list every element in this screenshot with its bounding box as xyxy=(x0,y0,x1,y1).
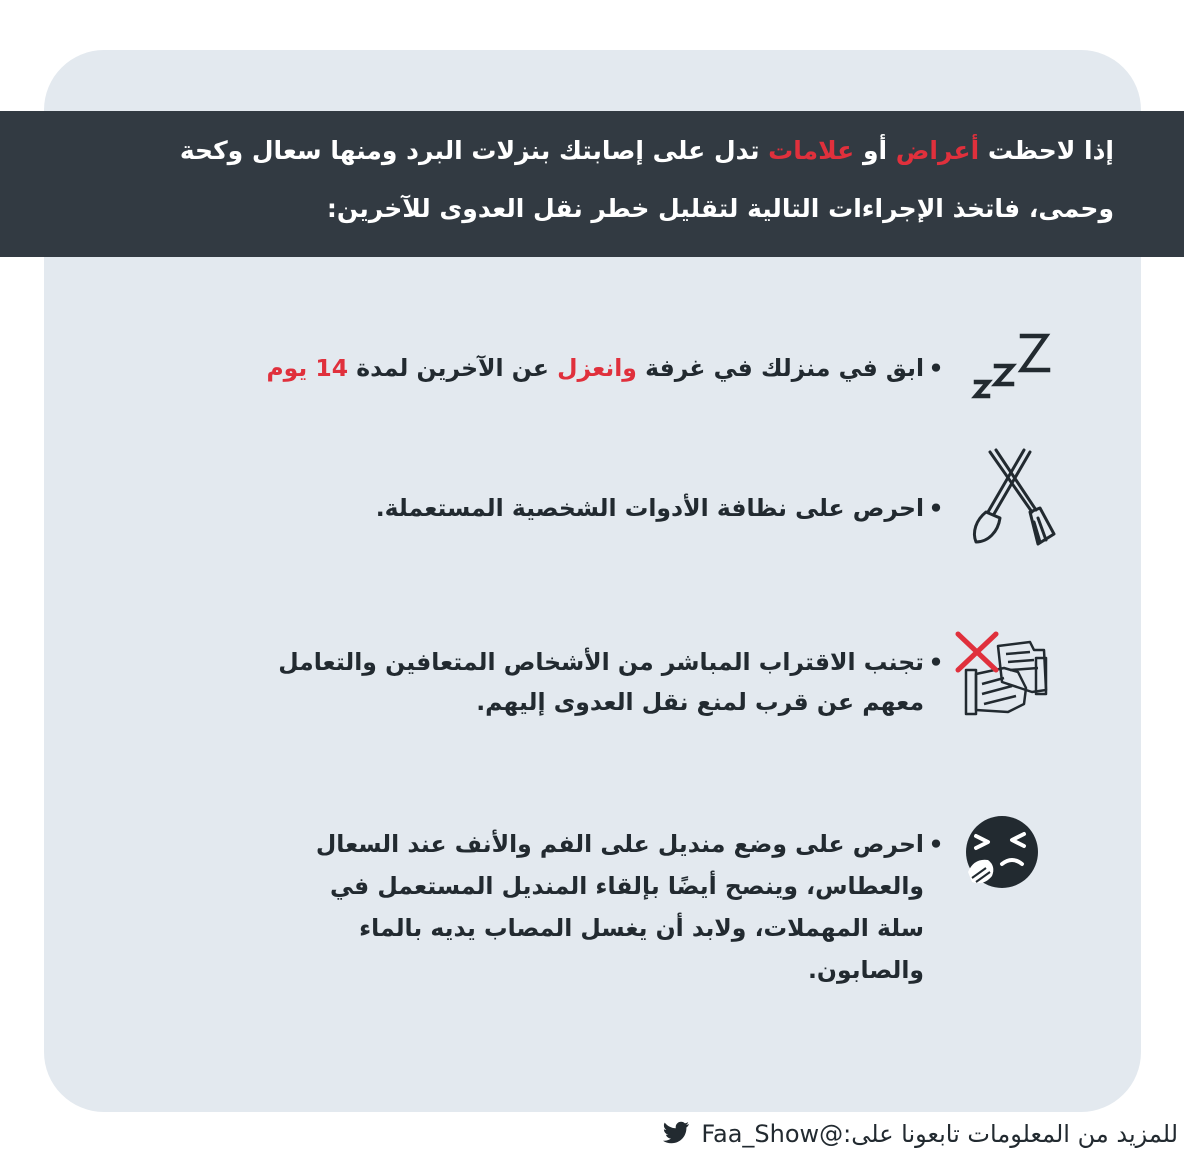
list-item: •احرص على وضع منديل على الفم والأنف عند السعال xyxy=(315,830,944,858)
footer-text: للمزيد من المعلومات تابعونا على: xyxy=(843,1120,1178,1148)
footer xyxy=(662,1120,1178,1148)
item-4-line-4: والصابون. xyxy=(807,956,924,984)
item-4-line-1: احرص على وضع منديل على الفم والأنف عند السعال xyxy=(315,830,924,858)
list-item: •تجنب الاقتراب المباشر من الأشخاص المتعافين والتعامل xyxy=(278,648,944,676)
item-4-line-3: سلة المهملات، ولابد أن يغسل المصاب يديه بالماء xyxy=(359,914,924,942)
item-4-line-2: والعطاس، وينصح أيضًا بإلقاء المنديل المستعمل في xyxy=(329,872,924,900)
highlight-symptoms: أعراض xyxy=(895,136,980,165)
list-item-continuation xyxy=(808,952,924,988)
header-banner xyxy=(0,111,1184,257)
brooms-icon xyxy=(966,446,1060,550)
list-item: •احرص على نظافة الأدوات الشخصية المستعملة. xyxy=(375,494,944,522)
list-item-continuation xyxy=(330,868,924,904)
item-2-text: احرص على نظافة الأدوات الشخصية المستعملة. xyxy=(375,494,924,522)
banner-line-2: وحمى، فاتخذ الإجراءات التالية لتقليل خطر نقل العدوى للآخرين: xyxy=(326,194,1114,223)
item-1-text: ابق في منزلك في غرفة وانعزل عن الآخرين لمدة 14 يوم xyxy=(266,354,924,382)
item-3-line-1: تجنب الاقتراب المباشر من الأشخاص المتعافين والتعامل xyxy=(278,648,924,676)
list-item: •ابق في منزلك في غرفة وانعزل عن الآخرين لمدة 14 يوم xyxy=(266,354,944,382)
no-handshake-icon xyxy=(952,628,1052,718)
twitter-bird-icon xyxy=(662,1121,690,1145)
list-item-continuation xyxy=(476,684,924,720)
item-3-line-2: معهم عن قرب لمنع نقل العدوى إليهم. xyxy=(476,688,924,716)
banner-line-1: إذا لاحظت أعراض أو علامات تدل على إصابتك بنزلات البرد ومنها سعال وكحة xyxy=(179,136,1114,165)
twitter-handle-link[interactable]: @Faa_Show xyxy=(701,1120,844,1148)
highlight-duration: 14 يوم xyxy=(266,354,349,382)
highlight-isolate: وانعزل xyxy=(557,354,637,382)
list-item-continuation xyxy=(359,910,924,946)
sneezing-face-icon xyxy=(962,812,1042,892)
sleep-zzz-icon xyxy=(968,328,1058,404)
highlight-signs: علامات xyxy=(768,136,855,165)
